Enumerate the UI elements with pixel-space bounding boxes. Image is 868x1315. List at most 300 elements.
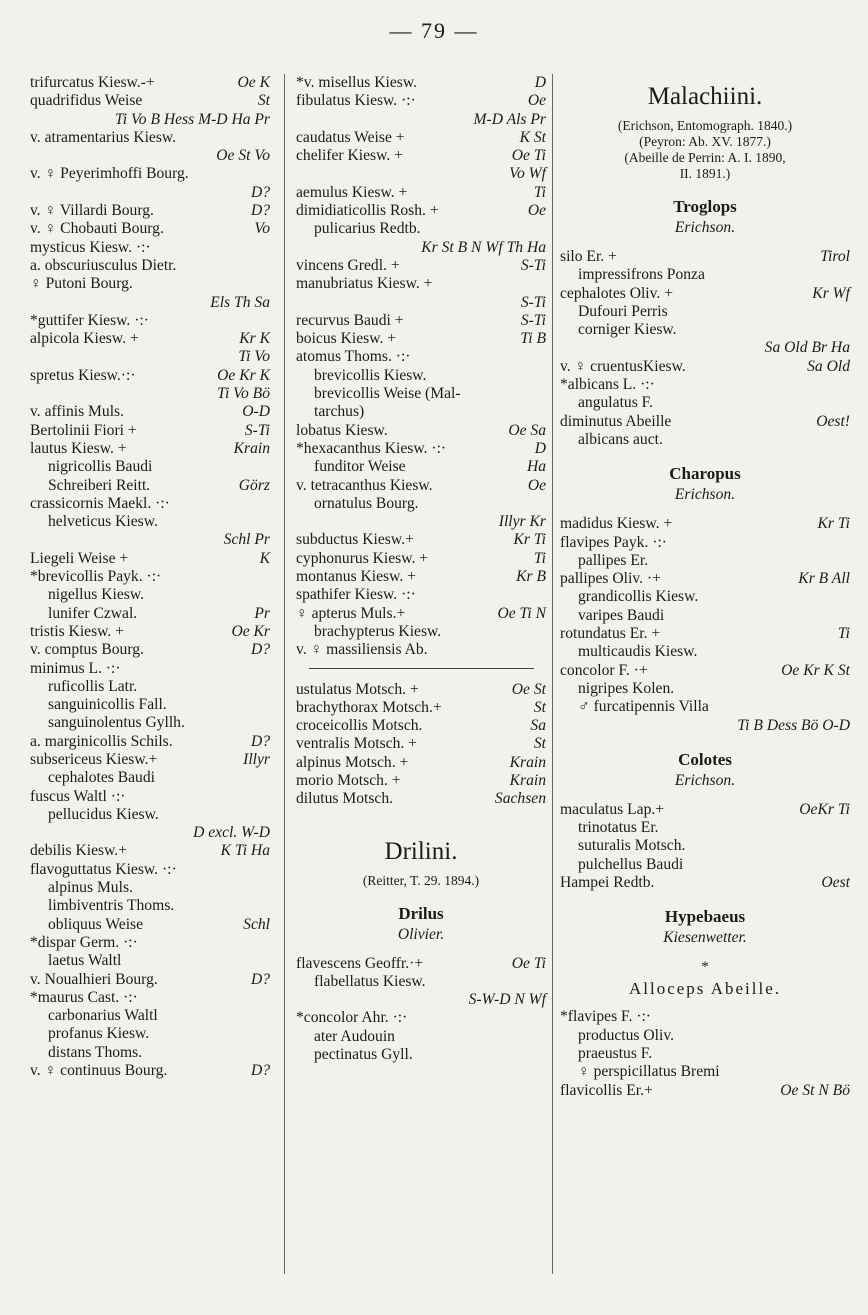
list-item: [296, 367, 546, 385]
section-title-drilini: Drilini.: [384, 837, 458, 865]
genus-author: Kiesenwetter.: [663, 929, 747, 947]
list-item: [30, 824, 270, 842]
species-name: albicans auct.: [578, 430, 663, 448]
genus-heading: Charopus: [669, 464, 741, 484]
species-name: ater Audouin: [314, 1027, 395, 1045]
list-item: [30, 641, 270, 659]
list-item: [30, 586, 270, 604]
list-item: [560, 643, 850, 661]
list-item: [30, 458, 270, 476]
species-name: dimidiaticollis Rosh. +: [296, 202, 439, 220]
list-item: [296, 111, 546, 129]
species-name: nigellus Kiesw.: [48, 586, 145, 604]
list-item: [296, 586, 546, 604]
list-item: [296, 422, 546, 440]
locality: Pr: [254, 604, 270, 622]
species-name: brevicollis Kiesw.: [314, 366, 427, 384]
species-name: v. ♀ Villardi Bourg.: [30, 202, 154, 220]
species-name: *brevicollis Payk. ·:·: [30, 568, 162, 586]
species-name: caudatus Weise +: [296, 128, 405, 146]
middle-column: [296, 74, 546, 1064]
list-item: [560, 874, 850, 892]
species-name: Schreiberi Reitt.: [48, 476, 151, 494]
list-item: [296, 477, 546, 495]
list-item: [30, 202, 270, 220]
list-item: [296, 257, 546, 275]
list-item: [296, 568, 546, 586]
list-item: [296, 699, 546, 717]
list-item: [560, 698, 850, 716]
species-name: *dispar Germ. ·:·: [30, 933, 138, 951]
list-item: [560, 431, 850, 449]
locality: Krain: [509, 753, 546, 771]
locality: D?: [250, 202, 270, 220]
species-name: obliquus Weise: [48, 915, 144, 933]
locality: Oe K: [237, 74, 270, 91]
species-name: nigripes Kolen.: [578, 679, 675, 697]
list-item: [560, 1063, 850, 1081]
list-item: [30, 403, 270, 421]
species-name: ♀ Putoni Bourg.: [30, 275, 133, 293]
species-name: flavicollis Er.+: [560, 1081, 653, 1099]
list-item: [30, 312, 270, 330]
locality: D?: [250, 1062, 270, 1080]
list-item: [560, 607, 850, 625]
list-item: [296, 513, 546, 531]
species-name: tarchus): [314, 403, 365, 421]
locality: Oe St Vo: [216, 147, 270, 165]
species-name: pectinatus Gyll.: [314, 1046, 413, 1064]
list-item: [30, 1025, 270, 1043]
list-item: [296, 717, 546, 735]
species-name: multicaudis Kiesw.: [578, 643, 698, 661]
species-name: diminutus Abeille: [560, 412, 672, 430]
list-item: [30, 147, 270, 165]
species-name: brachypterus Kiesw.: [314, 622, 442, 640]
species-name: funditor Weise: [314, 458, 406, 476]
species-name: v. atramentarius Kiesw.: [30, 128, 177, 146]
genus-author: Erichson.: [674, 219, 736, 236]
species-name: *maurus Cast. ·:·: [30, 988, 138, 1006]
locality: Vo Wf: [509, 165, 546, 183]
species-name: suturalis Motsch.: [578, 837, 686, 855]
genus-group: [560, 749, 850, 892]
locality: Kr B All: [798, 570, 850, 588]
locality: Vo: [254, 220, 270, 238]
list-item: [296, 605, 546, 623]
species-name: atomus Thoms. ·:·: [296, 348, 411, 366]
species-name: limbiventris Thoms.: [48, 897, 175, 915]
species-name: v. Noualhieri Bourg.: [30, 970, 158, 988]
page-number: — 79 —: [389, 18, 479, 43]
locality: Oest: [821, 874, 850, 892]
list-item: [30, 605, 270, 623]
species-name: a. marginicollis Schils.: [30, 732, 173, 750]
section-reference: (Reitter, T. 29. 1894.): [362, 872, 480, 888]
locality: D: [534, 439, 546, 457]
species-name: Liegeli Weise +: [30, 549, 129, 567]
species-name: ornatulus Bourg.: [314, 494, 419, 512]
genus-author: Olivier.: [397, 925, 445, 943]
species-name: spathifer Kiesw. ·:·: [296, 586, 416, 604]
species-name: v. ♀ cruentusKiesw.: [560, 357, 686, 375]
middle-entries-block-2: [296, 681, 546, 809]
locality: Oe Ti: [511, 954, 546, 972]
locality: Tirol: [820, 248, 850, 265]
species-name: ustulatus Motsch. +: [296, 680, 419, 698]
locality: Oe St: [511, 680, 546, 698]
species-name: recurvus Baudi +: [296, 311, 404, 329]
list-item: [296, 495, 546, 513]
list-item: [30, 623, 270, 641]
species-name: pallipes Oliv. ·+: [560, 570, 661, 588]
list-item: [30, 74, 270, 92]
list-item: [30, 422, 270, 440]
list-item: [560, 588, 850, 606]
species-name: morio Motsch. +: [296, 771, 401, 789]
species-name: productus Oliv.: [578, 1026, 675, 1044]
list-item: [560, 570, 850, 588]
list-item: [30, 348, 270, 366]
species-name: alpicola Kiesw. +: [30, 330, 139, 348]
locality: Els Th Sa: [210, 293, 270, 311]
list-item: [30, 440, 270, 458]
list-item: [30, 275, 270, 293]
list-item: [560, 1082, 850, 1100]
list-item: [30, 660, 270, 678]
species-name: boicus Kiesw. +: [296, 330, 397, 348]
list-item: [296, 74, 546, 92]
locality: Görz: [238, 476, 270, 494]
column-divider-right: [552, 74, 553, 1274]
list-item: [560, 837, 850, 855]
list-item: [30, 714, 270, 732]
list-item: [296, 458, 546, 476]
locality: K Ti Ha: [220, 842, 270, 860]
locality: D?: [250, 732, 270, 750]
species-name: Dufouri Perris: [578, 302, 668, 320]
column-divider-left: [284, 74, 285, 1274]
list-item: [560, 413, 850, 431]
genus-group: [560, 196, 850, 449]
list-item: [560, 285, 850, 303]
species-name: subductus Kiesw.+: [296, 531, 414, 549]
locality: Oe Kr: [231, 622, 270, 640]
list-item: [296, 772, 546, 790]
locality: Kr K: [239, 330, 270, 348]
list-item: [30, 733, 270, 751]
locality: S-Ti: [244, 421, 270, 439]
list-item: [560, 358, 850, 376]
species-name: chelifer Kiesw. +: [296, 147, 403, 165]
locality: Sachsen: [494, 790, 546, 808]
list-item: [296, 348, 546, 366]
locality: K: [259, 549, 270, 567]
list-item: [30, 477, 270, 495]
locality: Kr Ti: [817, 515, 850, 533]
list-item: [30, 751, 270, 769]
list-item: [560, 248, 850, 266]
list-item: [560, 552, 850, 570]
locality: D?: [250, 183, 270, 201]
list-item: [30, 550, 270, 568]
reference-line: II. 1891.): [679, 166, 731, 181]
list-item: [296, 202, 546, 220]
species-name: silo Er. +: [560, 248, 617, 265]
locality: Krain: [233, 439, 270, 457]
locality: Ti: [837, 625, 850, 643]
species-name: trinotatus Er.: [578, 819, 659, 837]
species-name: subsericeus Kiesw.+: [30, 750, 158, 768]
species-name: *v. misellus Kiesw.: [296, 74, 417, 91]
species-name: Hampei Redtb.: [560, 874, 655, 892]
locality: Ti: [533, 183, 546, 201]
list-item: [30, 330, 270, 348]
species-name: *albicans L. ·:·: [560, 376, 655, 394]
list-item: [30, 220, 270, 238]
species-name: lobatus Kiesw.: [296, 421, 388, 439]
list-item: [30, 842, 270, 860]
list-item: [30, 861, 270, 879]
species-name: v. ♀ continuus Bourg.: [30, 1062, 168, 1080]
list-item: [296, 790, 546, 808]
genus-heading: Colotes: [678, 749, 732, 769]
list-item: [560, 625, 850, 643]
middle-entries-block-1: [296, 74, 546, 660]
genus-heading: Hypebaeus: [664, 907, 746, 927]
list-item: [30, 129, 270, 147]
species-name: fibulatus Kiesw. ·:·: [296, 92, 416, 110]
list-item: [30, 971, 270, 989]
species-name: *hexacanthus Kiesw. ·:·: [296, 439, 447, 457]
list-item: [560, 339, 850, 357]
locality: Oe: [527, 92, 546, 110]
species-name: brachythorax Motsch.+: [296, 698, 442, 716]
species-name: flabellatus Kiesw.: [314, 972, 426, 990]
species-name: v. tetracanthus Kiesw.: [296, 476, 433, 494]
species-name: flavoguttatus Kiesw. ·:·: [30, 860, 177, 878]
list-item: [296, 239, 546, 257]
species-name: sanguinicollis Fall.: [48, 696, 167, 714]
species-name: spretus Kiesw.·:·: [30, 366, 136, 384]
section-title-malachiini: Malachiini.: [647, 83, 763, 110]
species-name: alpinus Motsch. +: [296, 753, 409, 771]
species-name: tristis Kiesw. +: [30, 622, 124, 640]
list-item: [296, 294, 546, 312]
locality: Ti Vo: [238, 348, 270, 366]
species-name: ♀ perspicillatus Bremi: [578, 1063, 720, 1081]
locality: O-D: [242, 403, 270, 421]
species-name: pulchellus Baudi: [578, 855, 684, 873]
list-item: [296, 681, 546, 699]
species-name: v. comptus Bourg.: [30, 641, 144, 659]
species-name: lunifer Czwal.: [48, 604, 138, 622]
species-name: carbonarius Waltl: [48, 1007, 158, 1025]
list-item: [30, 294, 270, 312]
locality: Kr Wf: [812, 284, 850, 302]
locality: D excl. W-D: [193, 824, 270, 842]
locality: St: [533, 735, 546, 753]
species-name: madidus Kiesw. +: [560, 515, 673, 533]
list-item: [30, 696, 270, 714]
list-item: [560, 321, 850, 339]
species-name: aemulus Kiesw. +: [296, 183, 408, 201]
locality: Kr B: [516, 568, 546, 586]
locality: Oe Kr K: [217, 366, 270, 384]
genus-groups: [560, 196, 850, 948]
species-name: ♀ apterus Muls.+: [296, 604, 406, 622]
list-item: [560, 515, 850, 533]
species-name: v. ♀ Chobauti Bourg.: [30, 220, 164, 238]
list-item: [296, 1009, 546, 1027]
locality: Oe: [527, 476, 546, 494]
species-name: pallipes Er.: [578, 551, 649, 569]
locality: Ti: [533, 549, 546, 567]
species-name: laetus Waltl: [48, 952, 122, 970]
locality: Oe St N Bö: [780, 1081, 850, 1099]
list-item: [296, 550, 546, 568]
locality: OeKr Ti: [799, 800, 850, 818]
list-item: [30, 989, 270, 1007]
locality: Ti Vo B Hess M-D Ha Pr: [114, 110, 270, 128]
locality: S-Ti: [520, 256, 546, 274]
list-item: [560, 680, 850, 698]
locality: Sa: [530, 717, 546, 735]
locality: Kr Ti: [513, 531, 546, 549]
species-name: v. affinis Muls.: [30, 403, 124, 421]
species-name: varipes Baudi: [578, 606, 665, 624]
list-item: [296, 440, 546, 458]
list-item: [296, 754, 546, 772]
species-name: a. obscuriusculus Dietr.: [30, 256, 177, 274]
list-item: [30, 239, 270, 257]
drilini-entries: [296, 955, 546, 1065]
species-name: crassicornis Maekl. ·:·: [30, 494, 170, 512]
list-item: [30, 879, 270, 897]
list-item: [296, 955, 546, 973]
species-name: corniger Kiesw.: [578, 321, 677, 339]
locality: Oe: [527, 202, 546, 220]
species-name: ruficollis Latr.: [48, 677, 138, 695]
locality: Schl: [243, 915, 270, 933]
species-name: praeustus F.: [578, 1044, 653, 1062]
list-item: [560, 394, 850, 412]
species-name: profanus Kiesw.: [48, 1025, 150, 1043]
list-item: [296, 330, 546, 348]
species-name: sanguinolentus Gyllh.: [48, 714, 185, 732]
reference-line: (Peyron: Ab. XV. 1877.): [639, 134, 771, 149]
list-item: [296, 531, 546, 549]
locality: Sa Old Br Ha: [764, 339, 850, 357]
locality: Kr St B N Wf Th Ha: [421, 238, 546, 256]
locality: K St: [519, 128, 546, 146]
list-item: [30, 568, 270, 586]
list-item: [296, 385, 546, 403]
species-name: croceicollis Motsch.: [296, 717, 423, 735]
list-item: [296, 147, 546, 165]
list-item: [560, 1045, 850, 1063]
species-name: distans Thoms.: [48, 1043, 143, 1061]
list-item: [30, 495, 270, 513]
species-name: pulicarius Redtb.: [314, 220, 421, 238]
list-item: [30, 897, 270, 915]
list-item: [296, 973, 546, 991]
genus-group: [560, 463, 850, 735]
species-name: helveticus Kiesw.: [48, 513, 158, 531]
species-name: ventralis Motsch. +: [296, 735, 417, 753]
section-rule: [309, 668, 534, 669]
species-name: flavipes Payk. ·:·: [560, 533, 667, 551]
locality: Oe Ti N: [497, 604, 546, 622]
locality: Ti B: [520, 330, 546, 348]
list-item: [30, 916, 270, 934]
genus-author: Erichson.: [674, 771, 736, 789]
list-item: [296, 1028, 546, 1046]
list-item: [30, 513, 270, 531]
species-name: brevicollis Weise (Mal-: [314, 385, 461, 403]
species-name: mysticus Kiesw. ·:·: [30, 238, 151, 256]
species-name: quadrifidus Weise: [30, 92, 143, 110]
species-name: montanus Kiesw. +: [296, 568, 416, 586]
list-item: [560, 376, 850, 394]
locality: Ti B Dess Bö O-D: [737, 716, 850, 734]
locality: S-Ti: [520, 293, 546, 311]
list-item: [296, 184, 546, 202]
left-column: [30, 74, 270, 1080]
asterisk-mark: *: [701, 959, 709, 976]
locality: Sa Old: [807, 357, 850, 375]
list-item: [560, 856, 850, 874]
species-name: *flavipes F. ·:·: [560, 1008, 651, 1026]
genus-group: [560, 906, 850, 948]
list-item: [30, 934, 270, 952]
locality: Ha: [526, 458, 546, 476]
list-item: [296, 220, 546, 238]
locality: S-Ti: [520, 311, 546, 329]
alloceps-entries: [560, 1008, 850, 1099]
list-item: [560, 801, 850, 819]
list-item: [30, 367, 270, 385]
list-item: [30, 952, 270, 970]
list-item: [296, 1046, 546, 1064]
species-name: concolor F. ·+: [560, 661, 648, 679]
species-name: maculatus Lap.+: [560, 800, 665, 818]
species-name: *guttifer Kiesw. ·:·: [30, 311, 149, 329]
locality: D?: [250, 970, 270, 988]
genus-heading-alloceps: Alloceps Abeille.: [628, 979, 782, 999]
list-item: [560, 717, 850, 735]
species-name: ♂ furcatipennis Villa: [578, 698, 709, 716]
reference-line: (Abeille de Perrin: A. I. 1890,: [624, 150, 786, 165]
locality: Illyr Kr: [498, 513, 546, 531]
list-item: [296, 623, 546, 641]
right-column: [560, 74, 850, 1100]
species-name: v. ♀ Peyerimhoffi Bourg.: [30, 165, 189, 183]
list-item: [30, 111, 270, 129]
list-item: [560, 1027, 850, 1045]
list-item: [560, 534, 850, 552]
species-name: dilutus Motsch.: [296, 790, 394, 808]
list-item: [560, 819, 850, 837]
list-item: [30, 165, 270, 183]
genus-author: Erichson.: [674, 486, 736, 504]
locality: St: [257, 92, 270, 110]
list-item: [296, 641, 546, 659]
locality: Oest!: [816, 412, 850, 430]
species-name: trifurcatus Kiesw.-+: [30, 74, 155, 91]
locality: Oe Ti: [511, 147, 546, 165]
species-name: cyphonurus Kiesw. +: [296, 549, 429, 567]
